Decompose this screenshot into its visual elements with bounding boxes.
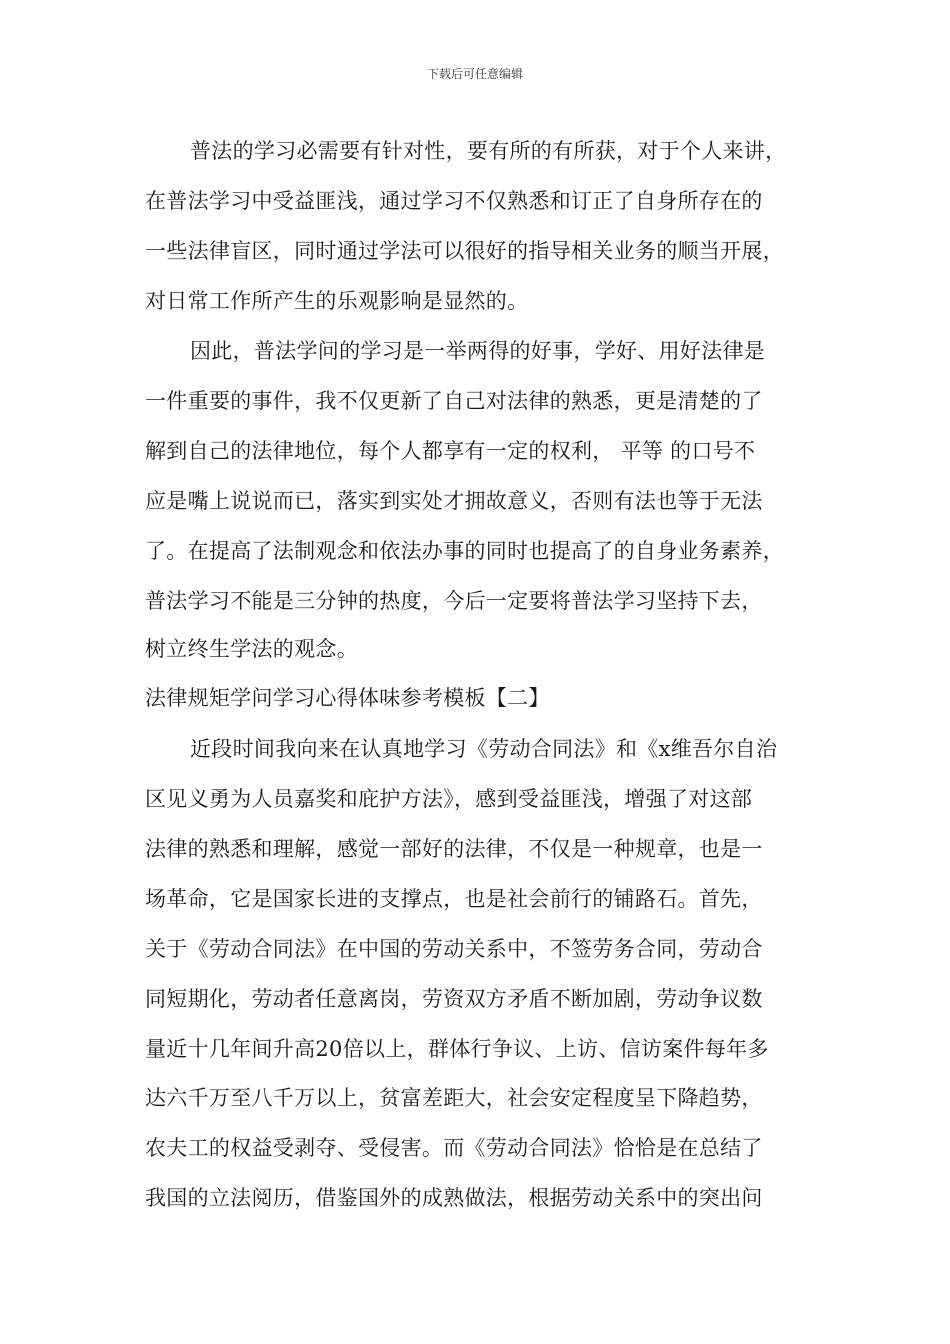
paragraph-2-line-2: 一件重要的事件，我不仅更新了自己对法律的熟悉，更是清楚的了 bbox=[145, 389, 763, 413]
paragraph-2-line-5: 了。在提高了法制观念和依法办事的同时也提高了的自身业务素养， bbox=[145, 539, 784, 563]
paragraph-3-line-8: 达六千万至八千万以上，贫富差距大，社会安定程度呈下降趋势， bbox=[145, 1086, 763, 1110]
paragraph-3-line-1: 近段时间我向来在认真地学习《劳动合同法》和《x维吾尔自治 bbox=[190, 737, 778, 761]
page-header: 下载后可任意编辑 bbox=[426, 67, 523, 81]
paragraph-3-line-9: 农夫工的权益受剥夺、受侵害。而《劳动合同法》恰恰是在总结了 bbox=[145, 1136, 763, 1160]
paragraph-2-line-6: 普法学习不能是三分钟的热度，今后一定要将普法学习坚持下去， bbox=[145, 589, 763, 613]
paragraph-2-line-1: 因此，普法学问的学习是一举两得的好事，学好、用好法律是 bbox=[190, 339, 766, 363]
paragraph-3-line-3: 法律的熟悉和理解，感觉一部好的法律，不仅是一种规章，也是一 bbox=[145, 837, 763, 861]
paragraph-3-line-4: 场革命，它是国家长进的支撑点，也是社会前行的铺路石。首先， bbox=[145, 887, 763, 911]
paragraph-3-line-6: 同短期化，劳动者任意离岗，劳资双方矛盾不断加剧，劳动争议数 bbox=[145, 987, 763, 1011]
paragraph-1-line-2: 在普法学习中受益匪浅，通过学习不仅熟悉和订正了自身所存在的 bbox=[145, 189, 763, 213]
section-heading: 法律规矩学问学习心得体味参考模板【二】 bbox=[145, 686, 550, 710]
paragraph-3-line-7: 量近十几年间升高20倍以上，群体行争议、上访、信访案件每年多 bbox=[145, 1037, 769, 1061]
paragraph-2-line-3: 解到自己的法律地位，每个人都享有一定的权利， 平等 的口号不 bbox=[145, 439, 756, 463]
paragraph-3-line-2: 区见义勇为人员嘉奖和庇护方法》，感到受益匪浅，增强了对这部 bbox=[145, 787, 753, 811]
paragraph-1-line-1: 普法的学习必需要有针对性，要有所的有所获，对于个人来讲， bbox=[190, 139, 787, 163]
paragraph-1-line-3: 一些法律盲区，同时通过学法可以很好的指导相关业务的顺当开展， bbox=[145, 239, 784, 263]
paragraph-2-line-7: 树立终生学法的观念。 bbox=[145, 637, 358, 661]
paragraph-3-line-10: 我国的立法阅历，借鉴国外的成熟做法，根据劳动关系中的突出问 bbox=[145, 1186, 763, 1210]
paragraph-1-line-4: 对日常工作所产生的乐观影响是显然的。 bbox=[145, 289, 529, 313]
paragraph-3-line-5: 关于《劳动合同法》在中国的劳动关系中，不签劳务合同，劳动合 bbox=[145, 937, 763, 961]
paragraph-2-line-4: 应是嘴上说说而已，落实到实处才拥故意义，否则有法也等于无法 bbox=[145, 489, 763, 513]
